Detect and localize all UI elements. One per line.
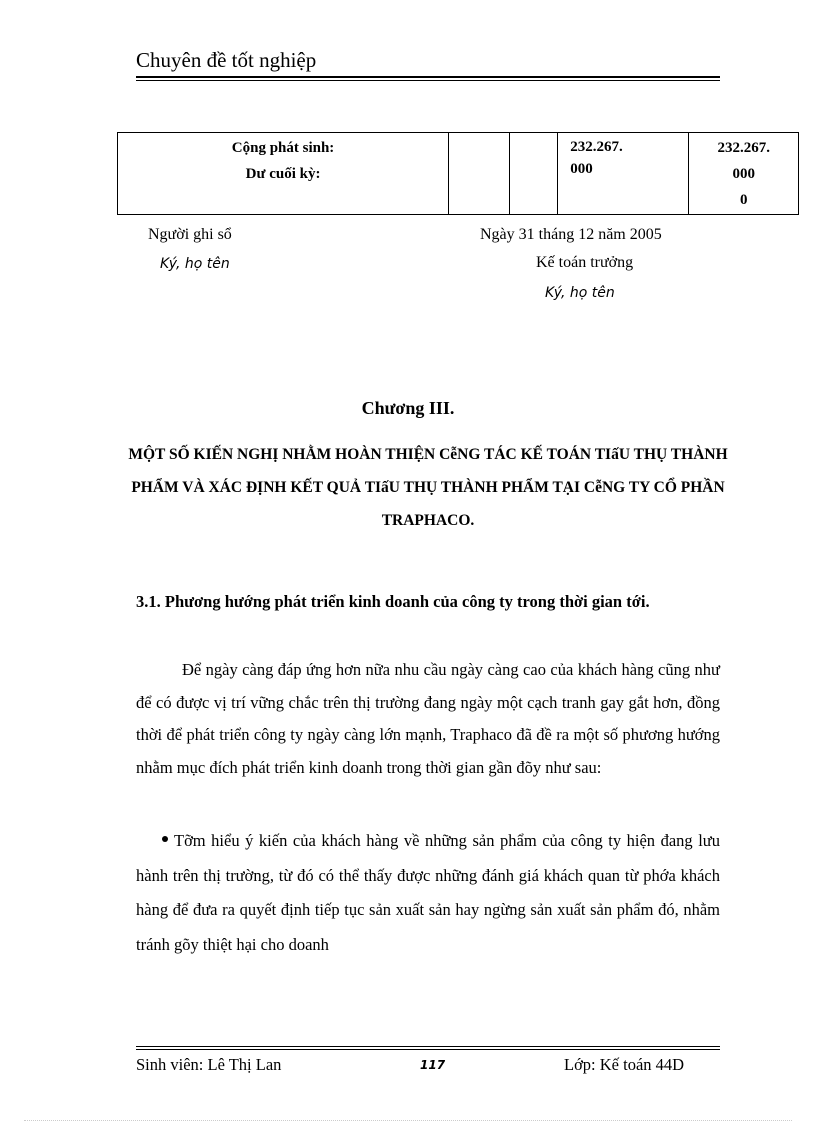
credit-value-line: 232.267. bbox=[717, 140, 770, 156]
recorder-label: Người ghi sổ bbox=[148, 226, 232, 243]
footer-class: Lớp: Kế toán 44D bbox=[564, 1055, 685, 1074]
header-title: Chuyên đề tốt nghiệp bbox=[136, 48, 317, 72]
footer-student: Sinh viên: Lê Thị Lan bbox=[136, 1055, 282, 1074]
list-item-text: Tỡm hiểu ý kiến của khách hàng về những sản phẩm của công ty hiện đang lưu hành trên thị trường, từ đó có thể thấy được những đánh giá khách quan từ phớa khách hàng để đưa ra quyết định tiếp tục sản xuất sản hay ngừng sản xuất sản phẩm đó, nhằm tránh gõy thiệt hại cho doanh bbox=[136, 831, 720, 954]
list-item bbox=[136, 824, 720, 962]
ending-balance-label: Dư cuối kỳ: bbox=[245, 166, 321, 182]
footer-rule-top bbox=[136, 1046, 720, 1047]
total-arising-label: Cộng phát sinh: bbox=[231, 140, 335, 156]
section-heading: 3.1. Phương hướng phát triển kinh doanh của công ty trong thời gian tới. bbox=[136, 592, 650, 611]
debit-cell bbox=[558, 133, 689, 215]
summary-row bbox=[118, 133, 799, 215]
debit-value-line: 000 bbox=[570, 161, 593, 177]
summary-table bbox=[117, 132, 799, 215]
credit-value-line: 0 bbox=[739, 192, 748, 208]
page-edge-divider bbox=[24, 1120, 792, 1121]
chief-accountant-label: Kế toán trưởng bbox=[536, 254, 634, 271]
footer-rule-bottom bbox=[136, 1049, 720, 1050]
page-number: 117 bbox=[420, 1058, 446, 1072]
credit-value-line: 000 bbox=[732, 166, 755, 182]
date-line: Ngày 31 tháng 12 năm 2005 bbox=[480, 226, 662, 243]
credit-cell bbox=[689, 133, 799, 215]
bullet-list bbox=[136, 824, 720, 962]
chapter-title: MỘT SỐ KIẾN NGHỊ NHẰM HOÀN THIỆN CễNG TÁC KẾ TOÁN TIấU THỤ THÀNH PHẨM VÀ XÁC ĐỊNH KẾT QUẢ TIấU THỤ THÀNH PHẨM TẠI CễNG TY CỔ PHẦN TRAPHACO. bbox=[128, 446, 728, 529]
debit-value-line: 232.267. bbox=[570, 139, 623, 155]
empty-cell bbox=[449, 133, 510, 215]
bullet-icon bbox=[162, 836, 168, 842]
chapter-label: Chương III. bbox=[361, 398, 455, 418]
recorder-sign-note: Ký, họ tên bbox=[160, 256, 230, 272]
header-rule-bottom bbox=[136, 80, 720, 81]
body-paragraph: Để ngày càng đáp ứng hơn nữa nhu cầu ngày càng cao của khách hàng cũng như để có được vị trí vững chắc trên thị trường đang ngày một cạch tranh gay gắt hơn, đồng thời để phát triển công ty ngày càng lớn mạnh, Traphaco đã đề ra một số phương hướng nhằm mục đích phát triển kinh doanh trong thời gian gần đõy như sau: bbox=[136, 660, 720, 777]
summary-label-cell bbox=[118, 133, 449, 215]
chief-sign-note: Ký, họ tên bbox=[545, 285, 615, 301]
empty-cell bbox=[510, 133, 558, 215]
header-rule-top bbox=[136, 76, 720, 78]
